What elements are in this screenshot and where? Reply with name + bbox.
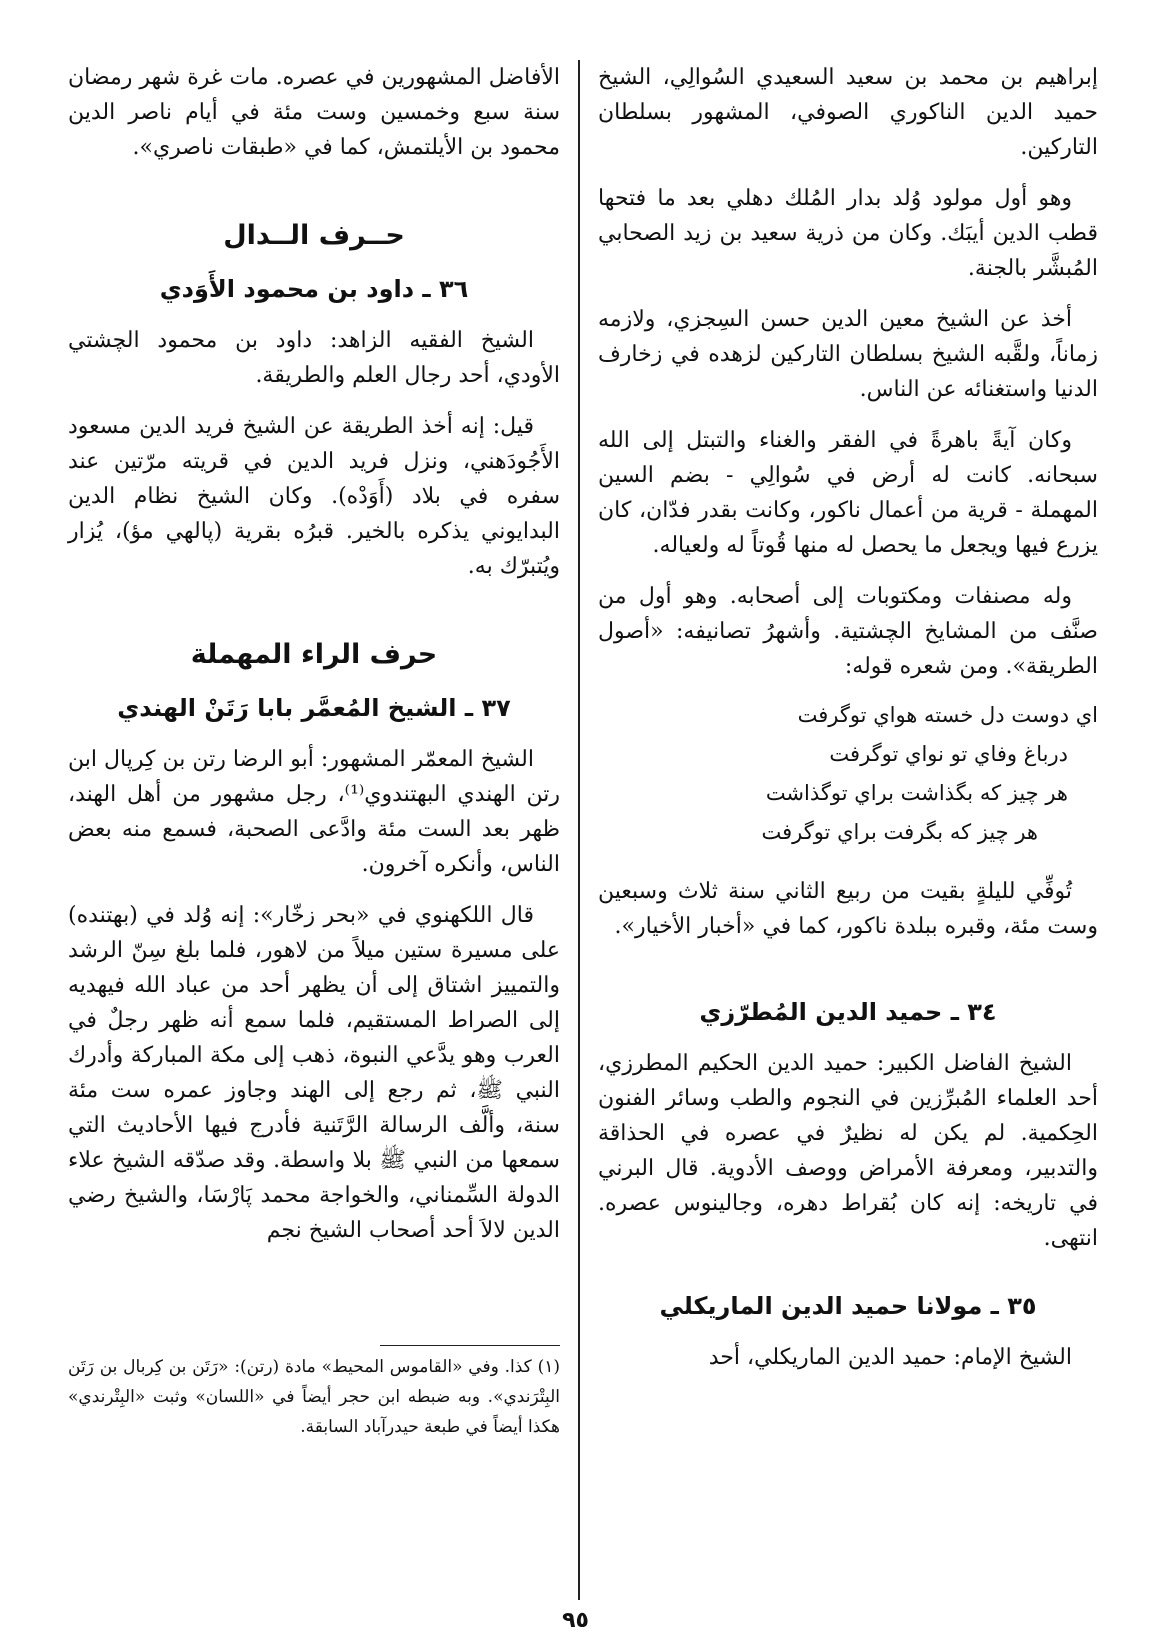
- entry-heading: ٣٦ ـ داود بن محمود الأَوَدي: [159, 275, 469, 303]
- poem-line: اي دوست دل خسته هواي توگرفت: [797, 703, 1098, 727]
- paragraph: إبراهيم بن محمد بن سعيد السعيدي السُوالِي، الشيخ حميد الدين الناكوري الصوفي، المشهور بسلطان التاركين.: [598, 65, 1098, 160]
- letter-heading: حرف الراء المهملة: [190, 639, 438, 670]
- paragraph: الشيخ المعمّر المشهور: أبو الرضا رتن بن كِرپال ابن رتن الهندي البهتندوي⁽¹⁾، رجل مشهور من أهل الهند، ظهر بعد الست مئة وادَّعى الصحبة، فسمع منه بعض الناس، وأنكره آخرون.: [68, 747, 561, 877]
- poem-line: هر چيز كه بگذاشت براي توگذاشت: [765, 781, 1068, 805]
- footnote-rule: [380, 1345, 560, 1346]
- paragraph: تُوفِّي لليلةٍ بقيت من ربيع الثاني سنة ثلاث وسبعين وست مئة، وقبره ببلدة ناكور، كما في «أخبار الأخيار».: [598, 879, 1098, 939]
- paragraph: الشيخ الإمام: حميد الدين الماريكلي، أحد: [708, 1345, 1072, 1370]
- paragraph: وله مصنفات ومكتوبات إلى أصحابه. وهو أول من صنَّف من المشايخ الچشتية. وأشهرُ تصانيفه: «أصول الطريقة». ومن شعره قوله:: [598, 584, 1098, 679]
- entry-heading: ٣٧ ـ الشيخ المُعمَّر بابا رَتَنْ الهندي: [117, 694, 511, 722]
- paragraph: الأفاضل المشهورين في عصره. مات غرة شهر رمضان سنة سبع وخمسين وست مئة في أيام ناصر الدين محمود بن الأيلتمش، كما في «طبقات ناصري».: [68, 65, 560, 160]
- paragraph: وكان آيةً باهرةً في الفقر والغناء والتبتل إلى الله سبحانه. كانت له أرض في سُوالِي - بضم السين المهملة - قرية من أعمال ناكور، وكانت بقدر فدّان، كان يزرع فيها ويجعل ما يحصل له منها قُوتاً له ولعياله.: [598, 428, 1098, 558]
- footnote: (١) كذا. وفي «القاموس المحيط» مادة (رتن): «رَتَن بن كِربال بن رَتَن البِتْرَندي». وبه ضبطه ابن حجر أيضاً في «اللسان» وثبت «البِتْرندي» هكذا أيضاً في طبعة حيدرآباد السابقة.: [68, 1357, 560, 1437]
- paragraph: قال اللكهنوي في «بحر زخّار»: إنه وُلد في (بهتنده) على مسيرة ستين ميلاً من لاهور، فلما بلغ سِنّ الرشد والتمييز اشتاق إلى أن يظهر أحد من عباد الله فيهديه إلى الصراط المستقيم، فلما سمع أنه ظهر رجلٌ في العرب وهو يدَّعي النبوة، ذهب إلى مكة المباركة وأدرك النبي ﷺ، ثم رجع إلى الهند وجاوز عمره ست مئة سنة، وألَّف الرسالة الرَّتَنية فأدرج فيها الأحاديث التي سمعها من النبي ﷺ بلا واسطة. وقد صدّقه الشيخ علاء الدولة السِّمناني، والخواجة محمد پَارْسَا، والشيخ رضي الدين لالاَ أحد أصحاب الشيخ نجم: [68, 903, 560, 1243]
- poem-line: هر چيز كه بگرفت براي توگرفت: [761, 820, 1038, 844]
- page-number: ٩٥: [562, 1608, 589, 1633]
- paragraph: الشيخ الفقيه الزاهد: داود بن محمود الچشتي الأودي، أحد رجال العلم والطريقة.: [68, 328, 560, 388]
- letter-heading: حــرف الــدال: [223, 220, 405, 251]
- paragraph: الشيخ الفاضل الكبير: حميد الدين الحكيم المطرزي، أحد العلماء المُبرِّزين في النجوم والطب وسائر الفنون الحِكمية. لم يكن له نظيرٌ في عصره في الحذاقة والتدبير، ومعرفة الأمراض ووصف الأدوية. قال البرني في تاريخه: إنه كان بُقراط دهره، وجالينوس عصره. انتهى.: [598, 1051, 1098, 1251]
- column-divider: [578, 60, 580, 1600]
- entry-heading: ٣٥ ـ مولانا حميد الدين الماريكلي: [659, 1292, 1037, 1320]
- poem-line: درباغ وفاي تو نواي توگرفت: [829, 742, 1068, 766]
- paragraph: وهو أول مولود وُلد بدار المُلك دهلي بعد ما فتحها قطب الدين أيبَك. وكان من ذرية سعيد بن زيد الصحابي المُبشَّر بالجنة.: [598, 186, 1098, 281]
- right-column: [598, 60, 1098, 1391]
- paragraph: قيل: إنه أخذ الطريقة عن الشيخ فريد الدين مسعود الأَجُودَهني، ونزل فريد الدين في قريته مرّتين عند سفره في بلاد (أَوَدْه). وكان الشيخ نظام الدين البدايوني يذكره بالخير. قبرُه بقرية (پالهي مؤ)، يُزار ويُتبرّك به.: [68, 414, 560, 579]
- left-column: [68, 60, 560, 1264]
- entry-heading: ٣٤ ـ حميد الدين المُطرّزي: [699, 998, 997, 1026]
- paragraph: أخذ عن الشيخ معين الدين حسن السِجزي، ولازمه زماناً، ولقَّبه الشيخ بسلطان التاركين لزهده في زخارف الدنيا واستغنائه عن الناس.: [598, 307, 1098, 402]
